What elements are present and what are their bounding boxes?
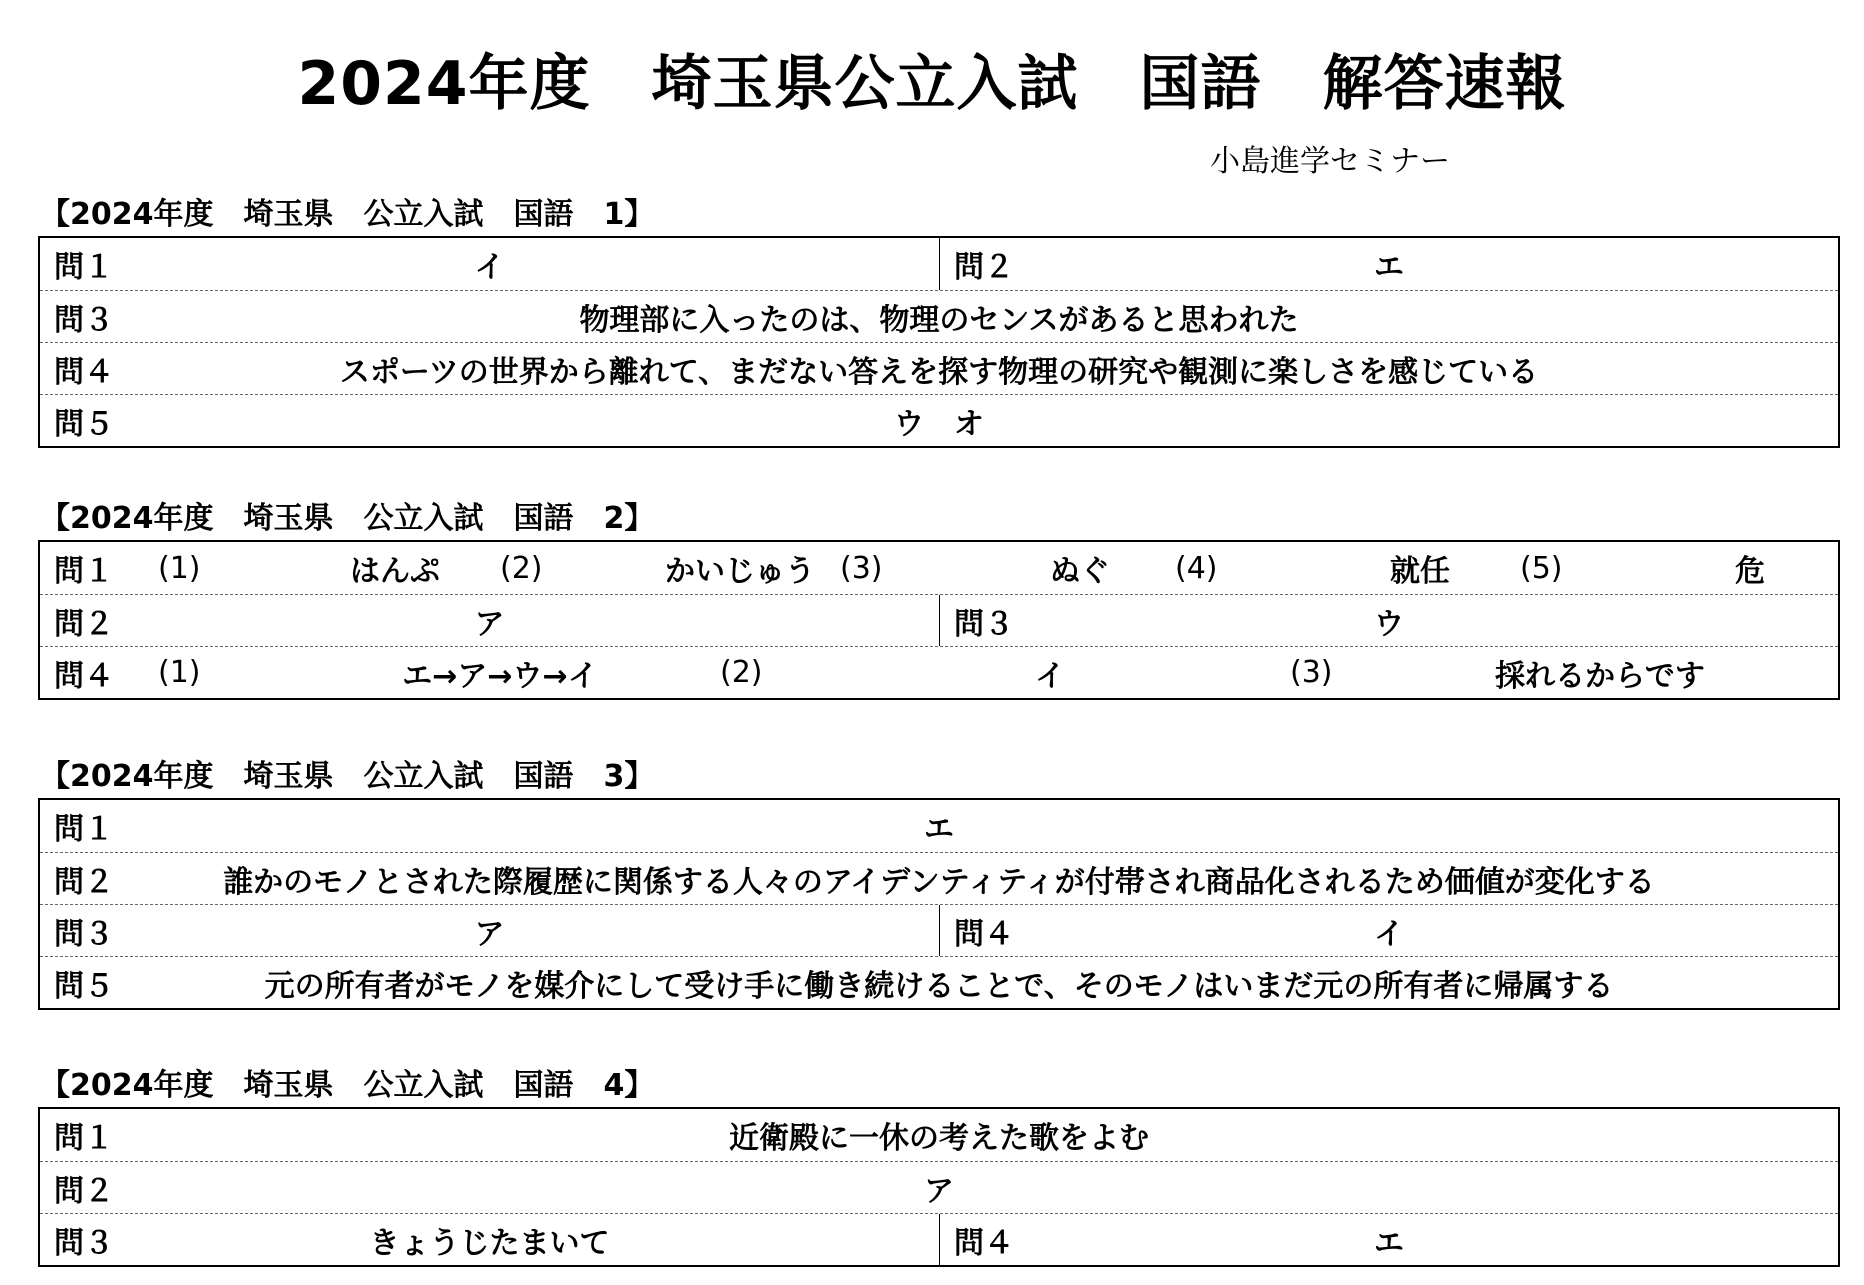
answer-text: ウ <box>1374 606 1404 642</box>
table-row <box>40 852 1838 904</box>
organization-name: 小島進学セミナー <box>1210 144 1450 179</box>
answer-cell <box>939 238 1838 290</box>
answer-cell <box>40 957 1838 1008</box>
question-number: 問３ <box>54 302 114 338</box>
answer-text: 就任 <box>1390 554 1450 589</box>
page-title: 2024年度 埼玉県公立入試 国語 解答速報 <box>297 49 1567 119</box>
answer-text: 元の所有者がモノを媒介にして受け手に働き続けることで、そのモノはいまだ元の所有者に帰属する <box>264 968 1614 1004</box>
section-label: 【2024年度 埼玉県 公立入試 国語 1】 <box>40 197 655 232</box>
answer-cell <box>40 1214 939 1265</box>
answer-cell <box>40 542 1838 594</box>
sub-question-number: (2) <box>720 655 763 690</box>
table-row <box>40 290 1838 342</box>
answer-cell <box>40 238 939 290</box>
sub-question-number: (3) <box>1290 655 1333 690</box>
answer-text: イ <box>1035 658 1065 694</box>
answer-cell <box>40 647 1838 698</box>
answer-cell <box>939 1214 1838 1265</box>
question-number: 問４ <box>954 916 1014 952</box>
question-number: 問２ <box>54 1173 114 1209</box>
answer-table <box>38 540 1840 700</box>
sub-question-number: (1) <box>158 550 201 586</box>
answer-cell <box>40 800 1838 852</box>
question-number: 問５ <box>54 406 114 442</box>
answer-text: 近衛殿に一休の考えた歌をよむ <box>729 1121 1149 1156</box>
question-number: 問２ <box>54 864 114 900</box>
section-label: 【2024年度 埼玉県 公立入試 国語 2】 <box>40 501 655 536</box>
table-row <box>40 594 1838 646</box>
question-number: 問１ <box>54 812 114 847</box>
question-number: 問３ <box>54 1225 114 1261</box>
question-number: 問１ <box>54 1121 114 1156</box>
answer-text: イ <box>1374 916 1404 952</box>
answer-text: エ <box>1374 250 1404 285</box>
sub-question-number: (4) <box>1175 550 1218 586</box>
sub-question-number: (2) <box>500 550 543 586</box>
answer-cell <box>939 595 1838 646</box>
table-row <box>40 800 1838 852</box>
question-number: 問４ <box>954 1225 1014 1261</box>
question-number: 問３ <box>54 916 114 952</box>
answer-cell <box>40 595 939 646</box>
table-row <box>40 646 1838 698</box>
table-row <box>40 1109 1838 1161</box>
answer-text: きょうじたまいて <box>369 1225 610 1261</box>
answer-text: 採れるからです <box>1495 658 1705 694</box>
table-row <box>40 1213 1838 1265</box>
section-label: 【2024年度 埼玉県 公立入試 国語 4】 <box>40 1068 655 1103</box>
answer-cell <box>939 905 1838 956</box>
answer-table <box>38 1107 1840 1267</box>
answer-cell <box>40 395 1838 446</box>
table-row <box>40 238 1838 290</box>
answer-cell <box>40 291 1838 342</box>
answer-text: 誰かのモノとされた際履歴に関係する人々のアイデンティティが付帯され商品化されるため価値が変化する <box>223 864 1655 900</box>
answer-text: 物理部に入ったのは、物理のセンスがあると思われた <box>579 302 1299 338</box>
answer-text: ぬぐ <box>1050 554 1110 589</box>
answer-text: イ <box>474 250 505 285</box>
question-number: 問５ <box>54 968 114 1004</box>
answer-text: ウ オ <box>894 406 984 442</box>
table-row <box>40 956 1838 1008</box>
answer-text: エ→ア→ウ→イ <box>402 658 598 694</box>
table-row <box>40 542 1838 594</box>
section-label: 【2024年度 埼玉県 公立入試 国語 3】 <box>40 759 655 794</box>
answer-cell <box>40 1109 1838 1161</box>
answer-table <box>38 798 1840 1010</box>
answer-text: スポーツの世界から離れて、まだない答えを探す物理の研究や観測に楽しさを感じている <box>339 354 1539 390</box>
answer-text: かいじゅう <box>665 554 815 589</box>
answer-text: ア <box>474 606 505 642</box>
question-number: 問１ <box>54 554 114 589</box>
answer-text: はんぷ <box>350 554 440 589</box>
sub-question-number: (1) <box>158 655 201 690</box>
sub-question-number: (3) <box>840 550 883 586</box>
answer-table <box>38 236 1840 448</box>
answer-cell <box>40 905 939 956</box>
answer-text: 危 <box>1735 554 1765 589</box>
answer-cell <box>40 1162 1838 1213</box>
question-number: 問４ <box>54 658 114 694</box>
question-number: 問３ <box>954 606 1014 642</box>
table-row <box>40 394 1838 446</box>
question-number: 問２ <box>954 250 1014 285</box>
answer-text: エ <box>1374 1225 1404 1261</box>
question-number: 問１ <box>54 250 114 285</box>
answer-text: ア <box>474 916 505 952</box>
table-row <box>40 342 1838 394</box>
table-row <box>40 904 1838 956</box>
table-row <box>40 1161 1838 1213</box>
answer-cell <box>40 853 1838 904</box>
question-number: 問２ <box>54 606 114 642</box>
question-number: 問４ <box>54 354 114 390</box>
sub-question-number: (5) <box>1520 550 1563 586</box>
answer-text: ア <box>924 1173 954 1209</box>
answer-text: エ <box>924 812 954 847</box>
answer-cell <box>40 343 1838 394</box>
